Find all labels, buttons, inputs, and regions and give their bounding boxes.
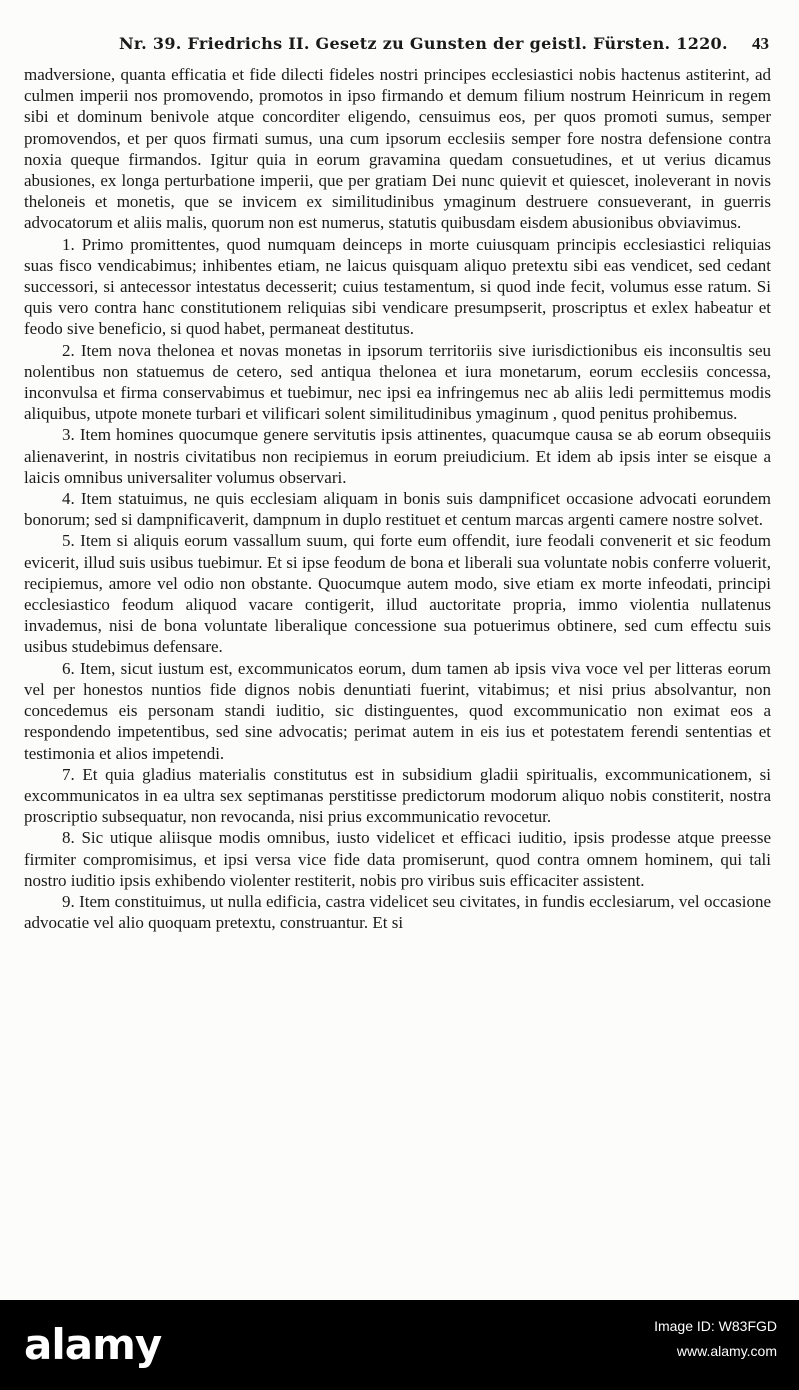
- image-id: Image ID: W83FGD: [654, 1318, 777, 1334]
- page-header: [24, 30, 769, 60]
- document-body: [24, 64, 771, 933]
- alamy-logo: alamy: [24, 1320, 162, 1369]
- paragraph-7: 7. Et quia gladius materialis constitutus est in subsidium gladii spiritualis, excommunicationem, si excommunicatos in ea ultra sex septimanas perstitisse predictorum modorum aliquo nobis constiterit, nostra proscriptio subsequatur, non revocanda, nisi prius excommunicatio revocetur.: [24, 764, 771, 827]
- paragraph-5: 5. Item si aliquis eorum vassallum suum, qui forte eum offendit, iure feodali convenerit et sic feodum evicerit, illud suis usibus tuebimur. Et si ipse feodum de bona et liberali sua voluntate nobis conferre voluerit, recipiemus, amore vel odio non obstante. Quocumque autem modo, sive etiam ex morte infeodati, principi ecclesiastico feodum aliquod vacare contigerit, illud auctoritate propria, immo violentia nullatenus invademus, nisi de bona voluntate liberalique concessione sua potuerimus obtinere, sed cum effectu suis usibus studebimus defensare.: [24, 531, 771, 657]
- paragraph-8: 8. Sic utique aliisque modis omnibus, iusto videlicet et efficaci iuditio, ipsis prodesse atque preesse firmiter compromisimus, et ipsi versa vice fide data promiserunt, quod contra omnem hominem, qui tali nostro iuditio ipsis exhibendo violenter restiterit, nobis pro viribus suis efficaciter assistent.: [24, 828, 771, 890]
- paragraph-3: 3. Item homines quocumque genere servitutis ipsis attinentes, quacumque causa se ab eorum obsequiis alienaverint, in nostris civitatibus non recipiemus in eorum preiudicium. Et idem ab ipsis inter se eisque a laicis omnibus universaliter volumus observari.: [24, 425, 771, 487]
- paragraph-1: 1. Primo promittentes, quod numquam deinceps in morte cuiusquam principis ecclesiastici reliquias suas fisco vendicabimus; inhibentes etiam, ne laicus quisquam aliquo pretextu sibi eas vendicet, sed cedant successori, si antecessor intestatus decesserit; cuius testamentum, si quod inde fecit, volumus esse ratum. Si quis vero contra hanc constitutionem reliquias sibi vendicare presumpserit, proscriptus et exlex habeatur et feodo sive beneficio, si quod habet, permaneat destitutus.: [24, 234, 771, 339]
- paragraph-9: 9. Item constituimus, ut nulla edificia, castra videlicet seu civitates, in fundis ecclesiarum, vel occasione advocatie vel alio quoquam pretextu, construantur. Et si: [24, 891, 771, 933]
- page-number: 43: [752, 34, 769, 53]
- running-head: Nr. 39. Friedrichs II. Gesetz zu Gunsten der geistl. Fürsten. 1220.: [119, 34, 728, 53]
- paragraph-4: 4. Item statuimus, ne quis ecclesiam aliquam in bonis suis dampnificet occasione advocati eorundem bonorum; sed si dampnificaverit, dampnum in duplo restituet et centum marcas argenti camere nostre solvet.: [24, 489, 771, 530]
- paragraph-2: 2. Item nova thelonea et novas monetas in ipsorum territoriis sive iurisdictionibus eis inconsultis seu nolentibus non statuemus de cetero, sed antiqua thelonea et iura monetarum, eorum ecclesiis concessa, inconvulsa et firma conservabimus et tuebimur, nec ipsi ea infringemus nec ab aliis ledi permittemus modis aliquibus, utpote monete turbari et vilificari solent similitudinibus ymaginum , quod penitus prohibemus.: [24, 340, 771, 424]
- intro-paragraph: madversione, quanta efficatia et fide dilecti fideles nostri principes ecclesiastici nobis hactenus astiterint, ad culmen imperii nos promovendo, promotos in ipso firmando et demum filium nostrum Heinricum in regem sibi et dominum benivole atque concorditer eligendo, censuimus eos, per quos promoti sumus, semper promovendos, et per quos firmati sumus, una cum ipsorum ecclesiis semper fore nostra defensione contra noxia queque firmandos. Igitur quia in eorum gravamina quedam consuetudines, et ut verius dicamus abusiones, ex longa perturbatione imperii, que per gratiam Dei nunc quievit et quiescet, inoleverant in novis theloneis et monetis, que se invicem ex similitudinibus ymaginum destruere consueverant, in guerris advocatorum et aliis malis, quorum non est numerus, statutis quibusdam eisdem abusionibus obviavimus.: [24, 65, 771, 233]
- site-url: www.alamy.com: [676, 1343, 777, 1359]
- paragraph-6: 6. Item, sicut iustum est, excommunicatos eorum, dum tamen ab ipsis viva voce vel per litteras eorum vel per honestos nuntios fide dignos nobis denuntiati fuerint, vitabimus; et nisi prius absolvantur, non concedemus eis personam standi iuditio, sic distinguentes, quod excommunicatio non eximat eos a respondendo impetentibus, sed sine advocatis; perimat autem in eis ius et potestatem ferendi sententias et testimonia et alios impetendi.: [24, 658, 771, 763]
- watermark-banner: [0, 1300, 799, 1390]
